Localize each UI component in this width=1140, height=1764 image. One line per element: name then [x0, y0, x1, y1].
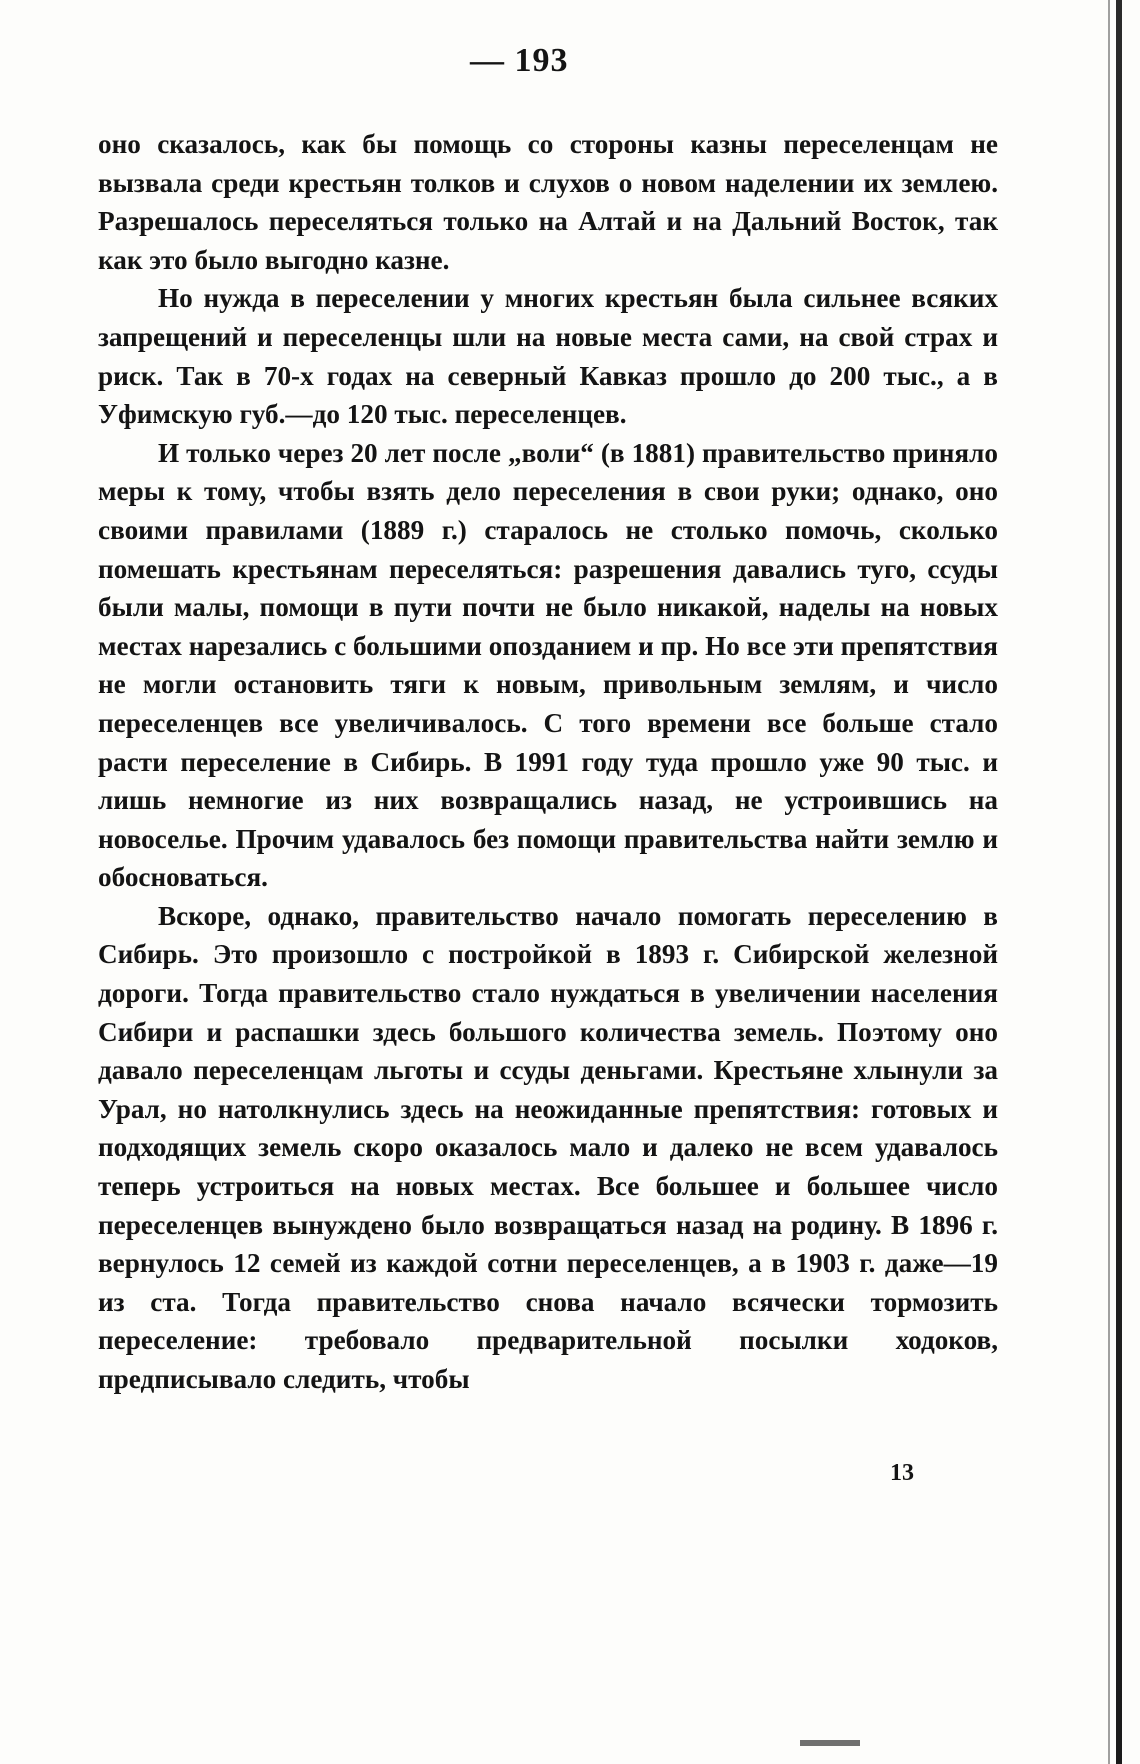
paragraph-4: Вскоре, однако, правительство начало помогать переселению в Сибирь. Это произошло с постройкой в 1893 г. Сибирской железной дороги. Тогда правительство стало нуждаться в увеличении населения Сибири и распашки здесь большого количества земель. Поэтому оно давало переселенцам льготы и ссуды деньгами. Крестьяне хлынули за Урал, но натолкнулись здесь на неожиданные препятствия: готовых и подходящих земель скоро оказалось мало и далеко не всем удавалось теперь устроиться на новых местах. Все большее и большее число переселенцев вынуждено было возвращаться назад на родину. В 1896 г. вернулось 12 семей из каждой сотни переселенцев, а в 1903 г. даже—19 из ста. Тогда правительство снова начало всячески тормозить переселение: требовало предварительной посылки ходоков, предписывало следить, чтобы [98, 900, 998, 1394]
page-number: — 193 [470, 42, 569, 79]
paragraph-1: оно сказалось, как бы помощь со стороны казны переселенцам не вызвала среди крестьян толков и слухов о новом наделении их землею. Разрешалось переселяться только на Алтай и на Дальний Восток, так как это было выгодно казне. [98, 129, 998, 275]
signature-mark: 13 [890, 1460, 914, 1486]
paragraph-2: Но нужда в переселении у многих крестьян была сильнее всяких запрещений и переселенцы шли на новые места сами, на свой страх и риск. Так в 70-х годах на северный Кавказ прошло до 200 тыс., а в Уфимскую губ.—до 120 тыс. переселенцев. [98, 283, 998, 430]
scan-artifact [800, 1740, 860, 1746]
body-text [98, 125, 998, 1399]
page-edge [1116, 0, 1122, 1764]
page-edge-shadow [1108, 0, 1110, 1764]
paragraph-3: И только через 20 лет после „воли“ (в 1881) правительство приняло меры к тому, чтобы взять дело переселения в свои руки; однако, оно своими правилами (1889 г.) старалось не столько помочь, сколько помешать крестьянам переселяться: разрешения давались туго, ссуды были малы, помощи в пути почти не было никакой, наделы на новых местах нарезались с большими опозданием и пр. Но все эти препятствия не могли остановить тяги к новым, привольным землям, и число переселенцев все увеличивалось. С того времени все больше стало расти переселение в Сибирь. В 1991 году туда прошло уже 90 тыс. и лишь немногие из них возвращались назад, не устроившись на новоселье. Прочим удавалось без помощи правительства найти землю и обосноваться. [98, 437, 998, 893]
